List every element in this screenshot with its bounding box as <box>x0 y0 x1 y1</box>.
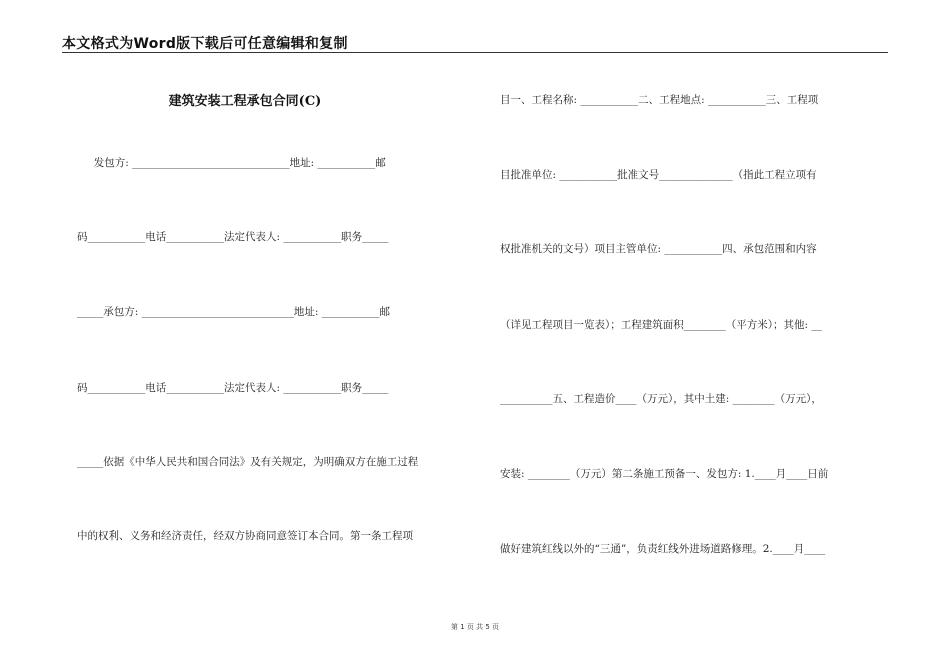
text-line: 安装: ________（万元）第二条施工预备一、发包方: 1.____月____日前 <box>500 468 829 480</box>
text-line: 码___________电话___________法定代表人: ___________职务_____ <box>77 382 389 394</box>
text-line: 目一、工程名称: ___________二、工程地点: ___________三、工程项 <box>500 94 819 106</box>
document-header: 本文格式为Word版下载后可任意编辑和复制 <box>62 36 348 52</box>
text-line: 做好建筑红线以外的“三通”，负责红线外进场道路修理。2.____月____ <box>500 543 826 555</box>
text-line: __________五、工程造价____（万元），其中土建: ________（万元）， <box>500 393 822 405</box>
page-number: 第 1 页 共 5 页 <box>450 623 500 631</box>
text-line: （详见工程项目一览表）；工程建筑面积________（平方米）；其他: __ <box>500 319 822 331</box>
header-divider <box>62 52 888 53</box>
text-line: 目批准单位: ___________批准文号______________（指此工程立项有 <box>500 169 817 181</box>
text-line: 发包方: ______________________________地址: ___________邮 <box>77 157 386 169</box>
text-line: _____承包方: _____________________________地址: ___________邮 <box>77 306 391 318</box>
text-line: _____依据《中华人民共和国合同法》及有关规定，为明确双方在施工过程 <box>77 456 419 468</box>
text-line: 权批准机关的文号）项目主管单位: ___________四、承包范围和内容 <box>500 243 817 255</box>
document-title: 建筑安装工程承包合同(C) <box>168 94 322 109</box>
text-line: 码___________电话___________法定代表人: ___________职务_____ <box>77 231 389 243</box>
text-line: 中的权利、义务和经济责任，经双方协商同意签订本合同。第一条工程项 <box>77 530 413 542</box>
